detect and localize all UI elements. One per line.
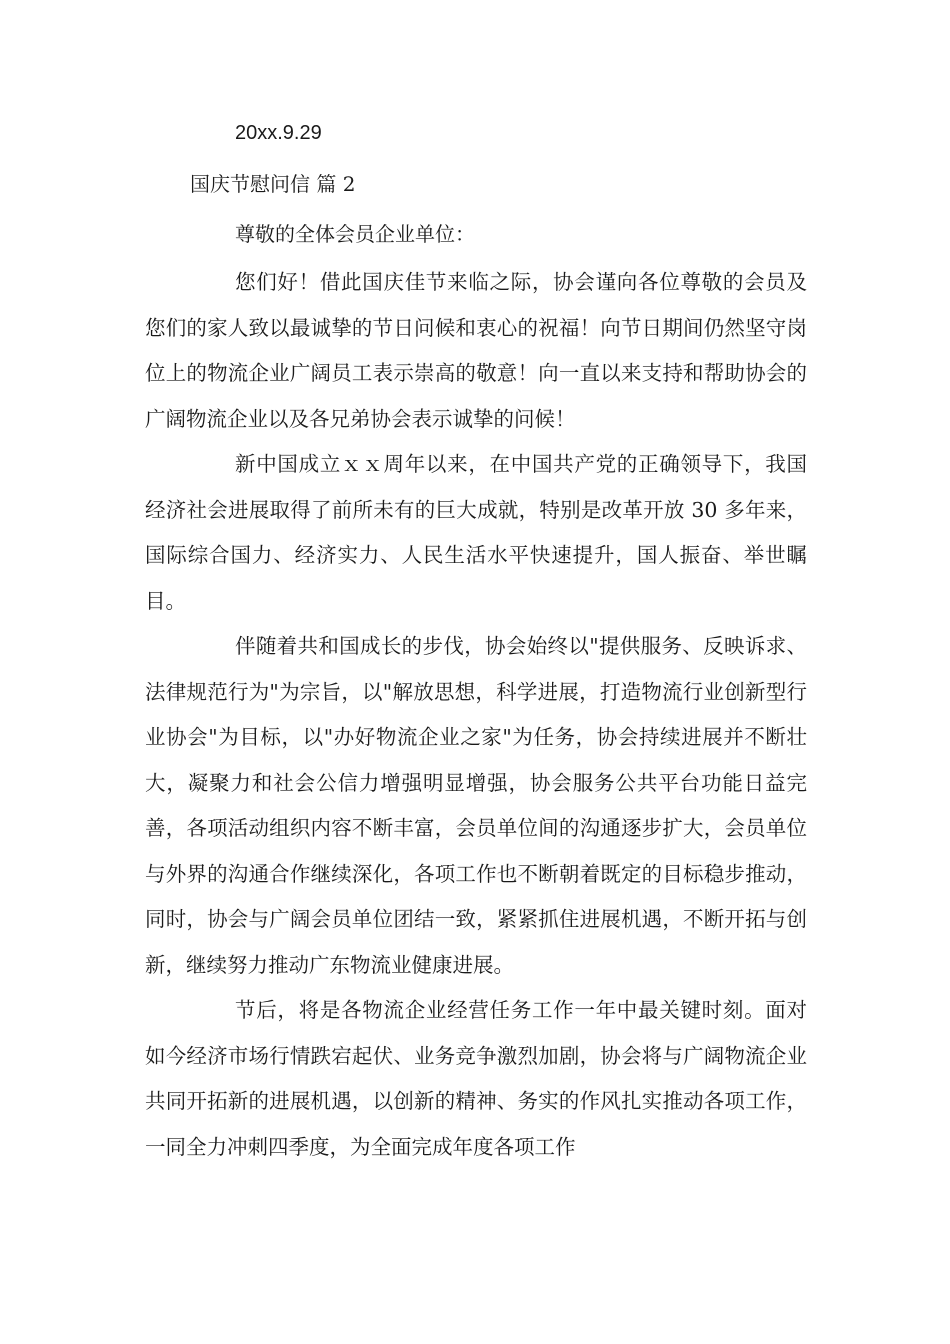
letter-body (145, 260, 807, 1170)
paragraph-1: 您们好！借此国庆佳节来临之际，协会谨向各位尊敬的会员及您们的家人致以最诚挚的节日问候和衷心的祝福！向节日期间仍然坚守岗位上的物流企业广阔员工表示崇高的敬意！向一直以来支持和帮助协会的广阔物流企业以及各兄弟协会表示诚挚的问候！ (145, 270, 807, 431)
paragraph-3: 伴随着共和国成长的步伐，协会始终以"提供服务、反映诉求、法律规范行为"为宗旨，以"解放思想，科学进展，打造物流行业创新型行业协会"为目标，以"办好物流企业之家"为任务，协会持续进展并不断壮大，凝聚力和社会公信力增强明显增强，协会服务公共平台功能日益完善，各项活动组织内容不断丰富，会员单位间的沟通逐步扩大，会员单位与外界的沟通合作继续深化，各项工作也不断朝着既定的目标稳步推动，同时，协会与广阔会员单位团结一致，紧紧抓住进展机遇，不断开拓与创新，继续努力推动广东物流业健康进展。 (145, 634, 807, 977)
paragraph-2: 新中国成立ｘｘ周年以来，在中国共产党的正确领导下，我国经济社会进展取得了前所未有的巨大成就，特别是改革开放 30 多年来，国际综合国力、经济实力、人民生活水平快速提升，国人振奋、举世瞩目。 (145, 452, 807, 613)
paragraph-4: 节后，将是各物流企业经营任务工作一年中最关键时刻。面对如今经济市场行情跌宕起伏、业务竞争激烈加剧，协会将与广阔物流企业共同开拓新的进展机遇，以创新的精神、务实的作风扎实推动各项工作，一同全力冲刺四季度，为全面完成年度各项工作 (145, 998, 807, 1159)
section-title: 国庆节慰问信 篇 2 (190, 172, 356, 196)
letter-date: 20xx.9.29 (235, 122, 322, 144)
letter-greeting: 尊敬的全体会员企业单位： (235, 222, 475, 246)
